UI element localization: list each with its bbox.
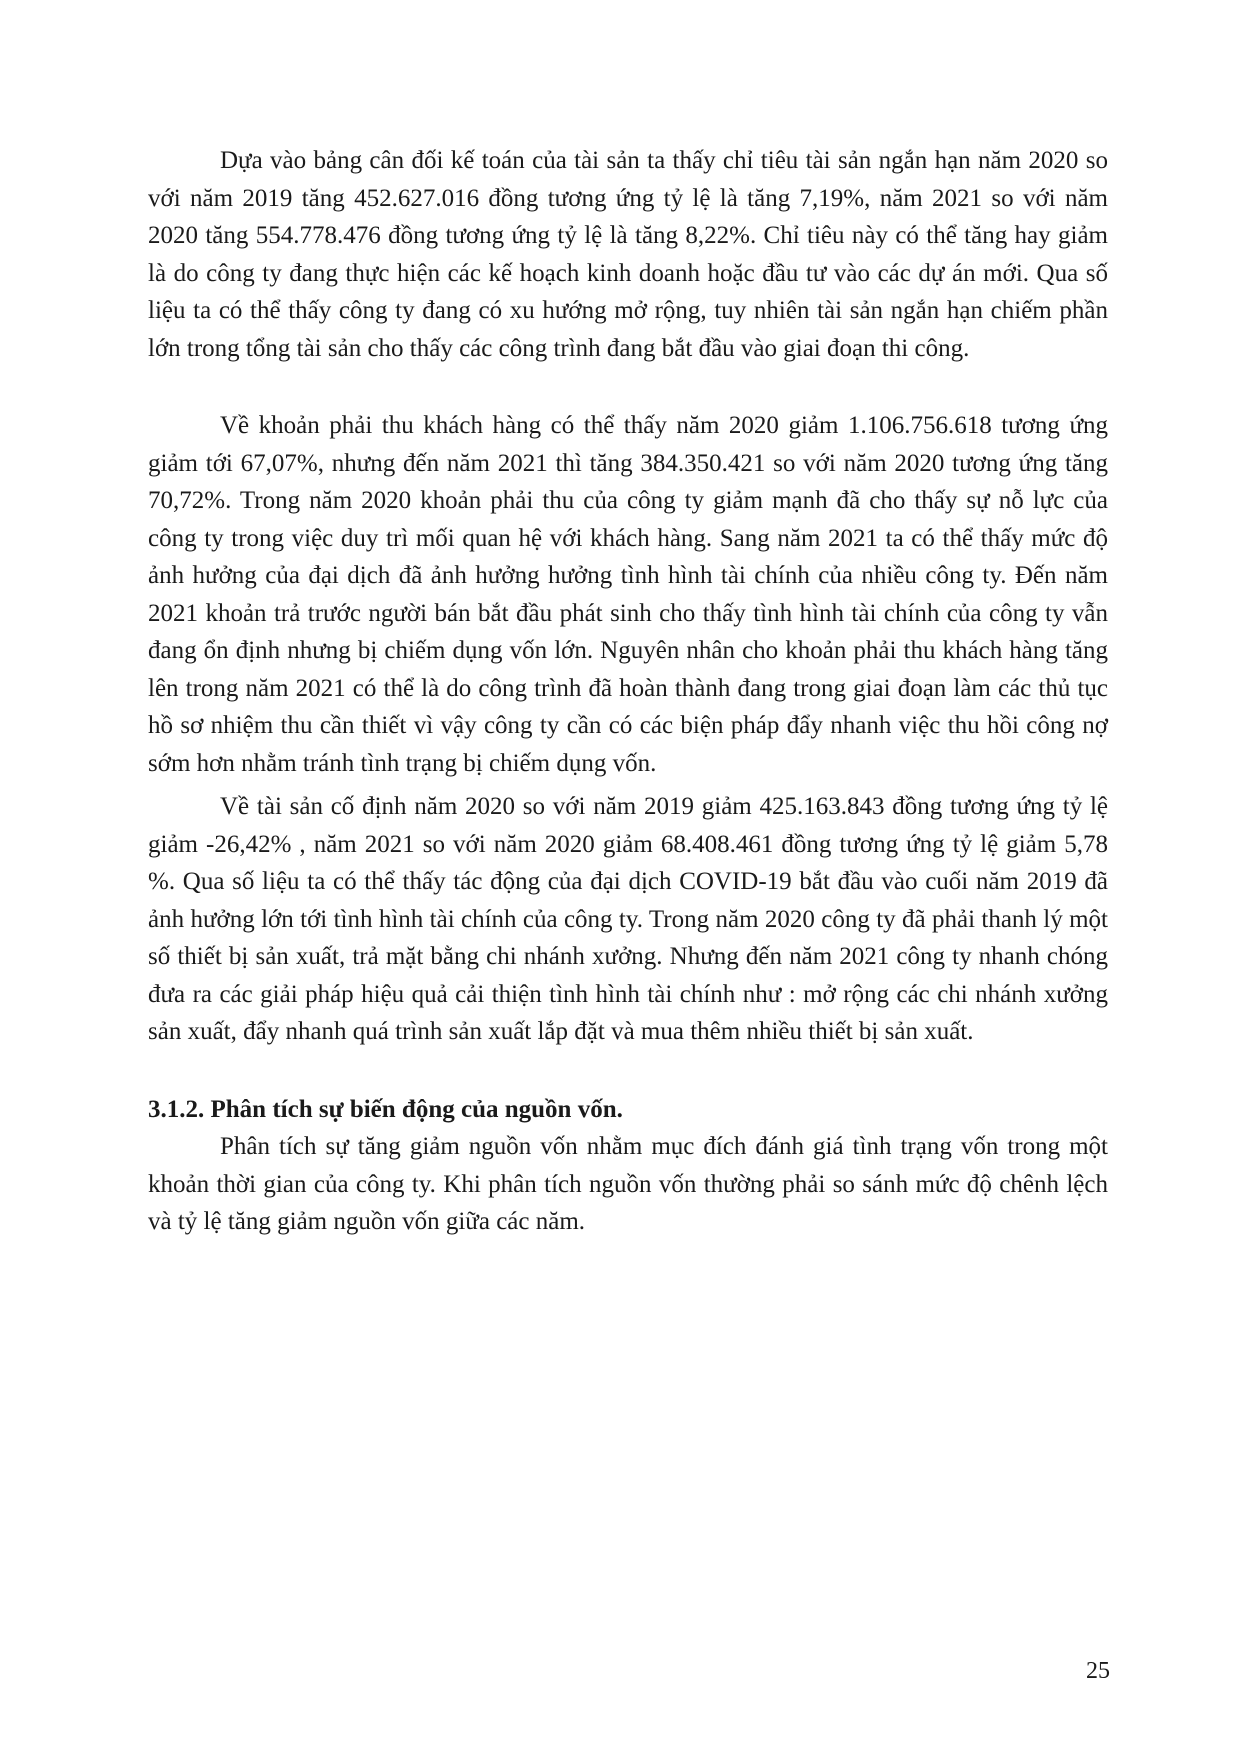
paragraph-capital-analysis: Phân tích sự tăng giảm nguồn vốn nhằm mục đích đánh giá tình trạng vốn trong một khoản thời gian của công ty. Khi phân tích nguồn vốn thường phải so sánh mức độ chênh lệch và tỷ lệ tăng giảm nguồn vốn giữa các năm. [148, 1133, 1108, 1235]
page-content [148, 142, 1108, 1241]
paragraph-short-term-assets: Dựa vào bảng cân đối kế toán của tài sản ta thấy chỉ tiêu tài sản ngắn hạn năm 2020 so với năm 2019 tăng 452.627.016 đồng tương ứng tỷ lệ là tăng 7,19%, năm 2021 so với năm 2020 tăng 554.778.476 đồng tương ứng tỷ lệ là tăng 8,22%. Chỉ tiêu này có thể tăng hay giảm là do công ty đang thực hiện các kế hoạch kinh doanh hoặc đầu tư vào các dự án mới. Qua số liệu ta có thể thấy công ty đang có xu hướng mở rộng, tuy nhiên tài sản ngắn hạn chiếm phần lớn trong tổng tài sản cho thấy các công trình đang bắt đầu vào giai đoạn thi công. [148, 147, 1108, 362]
paragraph-fixed-assets: Về tài sản cố định năm 2020 so với năm 2019 giảm 425.163.843 đồng tương ứng tỷ lệ giảm -26,42% , năm 2021 so với năm 2020 giảm 68.408.461 đồng tương ứng tỷ lệ giảm 5,78 %. Qua số liệu ta có thể thấy tác động của đại dịch COVID-19 bắt đầu vào cuối năm 2019 đã ảnh hưởng lớn tới tình hình tài chính của công ty. Trong năm 2020 công ty đã phải thanh lý một số thiết bị sản xuất, trả mặt bằng chi nhánh xưởng. Nhưng đến năm 2021 công ty nhanh chóng đưa ra các giải pháp hiệu quả cải thiện tình hình tài chính như : mở rộng các chi nhánh xưởng sản xuất, đẩy nhanh quá trình sản xuất lắp đặt và mua thêm nhiều thiết bị sản xuất. [148, 793, 1108, 1045]
page-number: 25 [1086, 1658, 1110, 1684]
paragraph-receivables: Về khoản phải thu khách hàng có thể thấy năm 2020 giảm 1.106.756.618 tương ứng giảm tới 67,07%, nhưng đến năm 2021 thì tăng 384.350.421 so với năm 2020 tương ứng tăng 70,72%. Trong năm 2020 khoản phải thu của công ty giảm mạnh đã cho thấy sự nỗ lực của công ty trong việc duy trì mối quan hệ với khách hàng. Sang năm 2021 ta có thể thấy mức độ ảnh hưởng của đại dịch đã ảnh hưởng hưởng tình hình tài chính của nhiều công ty. Đến năm 2021 khoản trả trước người bán bắt đầu phát sinh cho thấy tình hình tài chính của công ty vẫn đang ổn định nhưng bị chiếm dụng vốn lớn. Nguyên nhân cho khoản phải thu khách hàng tăng lên trong năm 2021 có thể là do công trình đã hoàn thành đang trong giai đoạn làm các thủ tục hồ sơ nhiệm thu cần thiết vì vậy công ty cần có các biện pháp đẩy nhanh việc thu hồi công nợ sớm hơn nhằm tránh tình trạng bị chiếm dụng vốn. [148, 412, 1108, 777]
section-heading: 3.1.2. Phân tích sự biến động của nguồn vốn. [148, 1095, 623, 1123]
